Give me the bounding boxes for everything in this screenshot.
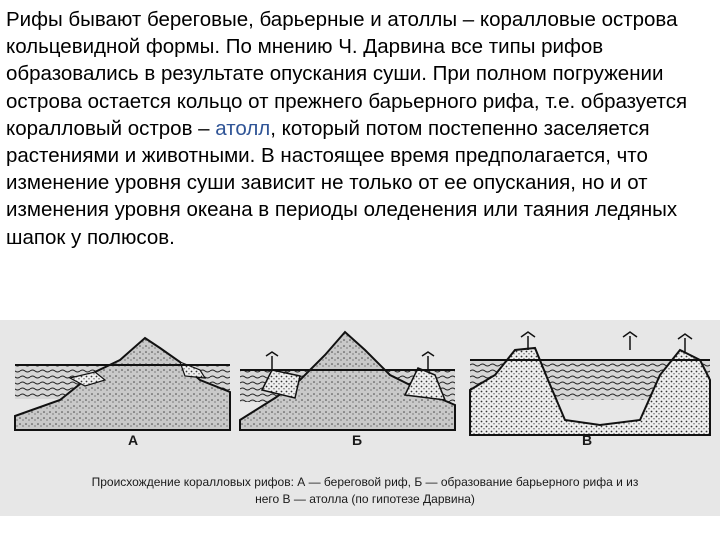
atoll-term: атолл bbox=[215, 116, 271, 140]
paragraph-text-end: , который потом постепенно заселяется растениями и животными. В настоящее время предполагается, что изменение уровня суши зависит не только от ее опускания, но и от изменения уровня океана в периоды оледенения или таяния ледяных шапок у полюсов. bbox=[6, 116, 678, 249]
figure-caption bbox=[20, 474, 710, 508]
label-c: В bbox=[582, 432, 593, 448]
reef-formation-figure bbox=[0, 320, 720, 516]
diagram-a bbox=[15, 338, 230, 430]
palm-icon bbox=[521, 332, 692, 352]
main-paragraph bbox=[6, 6, 716, 251]
diagram-b bbox=[240, 332, 455, 430]
caption-line-2: него В — атолла (по гипотезе Дарвина) bbox=[255, 492, 475, 506]
caption-line-1: Происхождение коралловых рифов: А — береговой риф, Б — образование барьерного рифа и из bbox=[91, 475, 639, 489]
label-b: Б bbox=[352, 432, 363, 448]
label-a: А bbox=[128, 432, 139, 448]
diagram-c bbox=[470, 332, 710, 435]
paragraph-text-start: Рифы бывают береговые, барьерные и атоллы – коралловые острова кольцевидной формы. По мнению Ч. Дарвина все типы рифов образовались в результате опускания суши. При полном погружении острова остается кольцо от прежнего барьерного рифа, т.е. образуется коралловый остров – bbox=[6, 8, 688, 140]
